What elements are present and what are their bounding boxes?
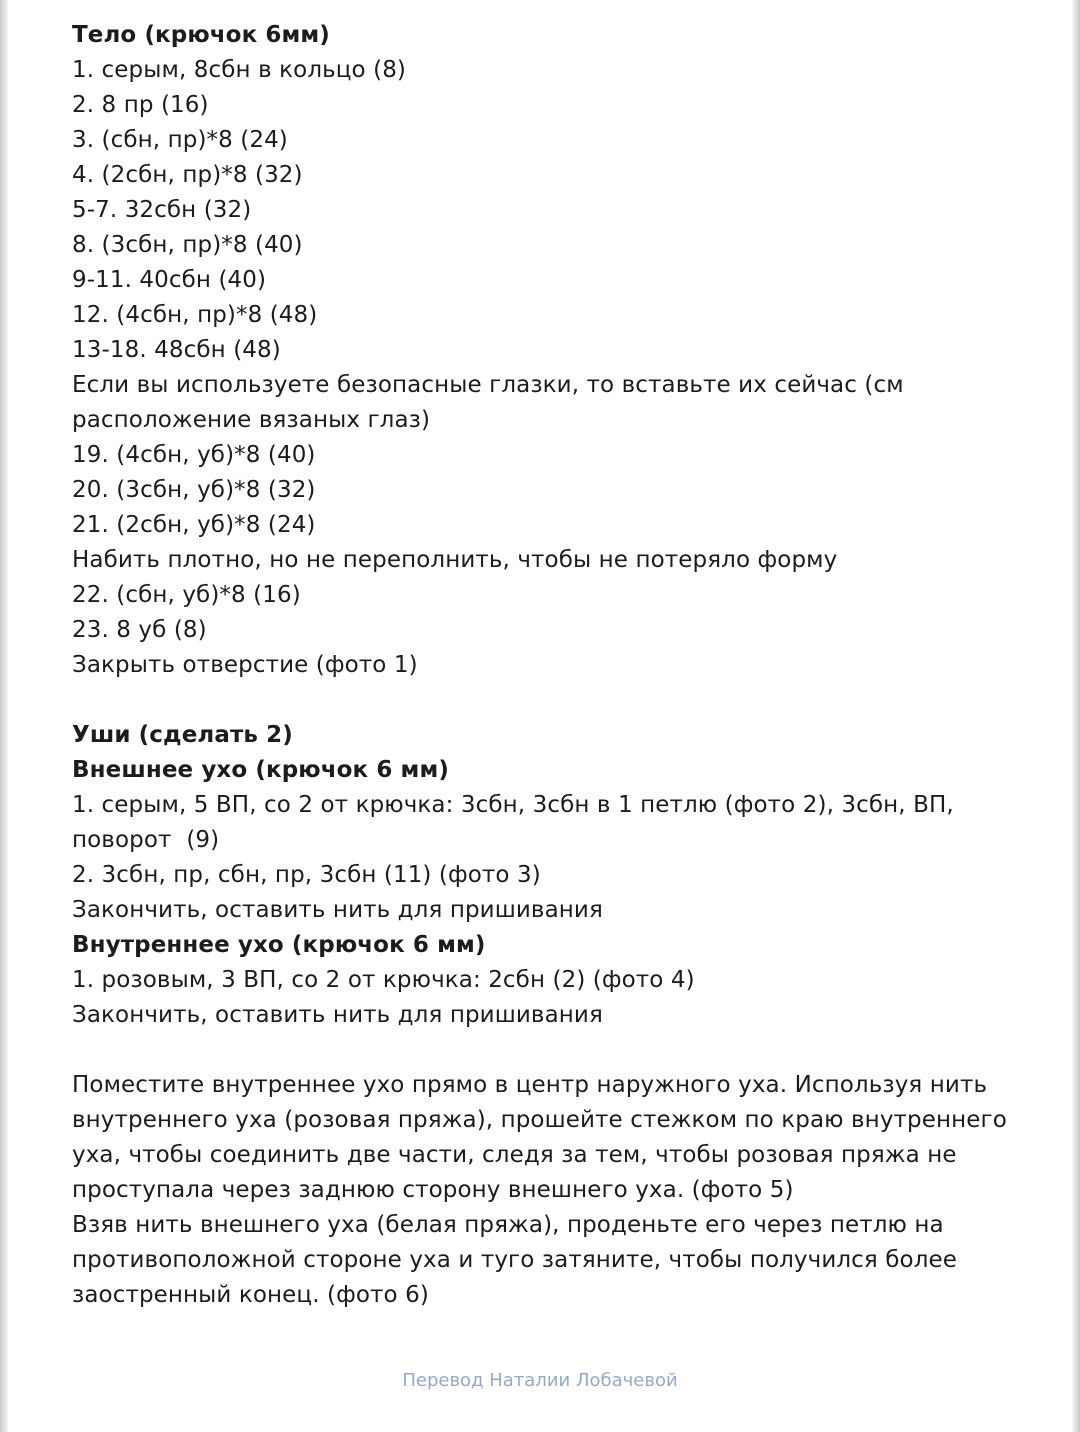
page-edge-left <box>0 0 9 1432</box>
body-instructions <box>72 53 1032 683</box>
section-heading-body: Тело (крючок 6мм) <box>72 22 330 48</box>
instruction-line: 3. (сбн, пр)*8 (24) <box>72 127 288 153</box>
instruction-line: 4. (2сбн, пр)*8 (32) <box>72 162 303 188</box>
instruction-line: 19. (4сбн, уб)*8 (40) <box>72 442 316 468</box>
instruction-line: 1. серым, 8сбн в кольцо (8) <box>72 57 406 83</box>
instruction-line: Набить плотно, но не переполнить, чтобы не потеряло форму <box>72 547 838 573</box>
inner-ear-instructions <box>72 963 1032 1033</box>
instruction-line: уха, чтобы соединить две части, следя за тем, чтобы розовая пряжа не <box>72 1142 957 1168</box>
instruction-line: 2. 8 пр (16) <box>72 92 209 118</box>
instruction-line: внутреннего уха (розовая пряжа), прошейте стежком по краю внутреннего <box>72 1107 1007 1133</box>
instruction-line: противоположной стороне уха и туго затяните, чтобы получился более <box>72 1247 958 1273</box>
instruction-line: 13-18. 48сбн (48) <box>72 337 281 363</box>
instruction-line: 8. (3сбн, пр)*8 (40) <box>72 232 303 258</box>
instruction-line: Закрыть отверстие (фото 1) <box>72 652 418 678</box>
instruction-line: заостренный конец. (фото 6) <box>72 1282 429 1308</box>
instruction-line: 22. (сбн, уб)*8 (16) <box>72 582 301 608</box>
instruction-line: 2. 3сбн, пр, сбн, пр, 3сбн (11) (фото 3) <box>72 862 541 888</box>
instruction-line: 5-7. 32сбн (32) <box>72 197 252 223</box>
assembly-instructions <box>72 1068 1032 1313</box>
subsection-heading-outer-ear: Внешнее ухо (крючок 6 мм) <box>72 757 449 783</box>
instruction-line: 9-11. 40сбн (40) <box>72 267 267 293</box>
instruction-line: Поместите внутреннее ухо прямо в центр наружного уха. Используя нить <box>72 1072 988 1098</box>
instruction-line: Закончить, оставить нить для пришивания <box>72 1002 603 1028</box>
section-spacer <box>72 683 1032 718</box>
instruction-line: Если вы используете безопасные глазки, то вставьте их сейчас (см <box>72 372 904 398</box>
translator-credit: Перевод Наталии Лобачевой <box>402 1370 678 1391</box>
instruction-line: проступала через заднюю сторону внешнего уха. (фото 5) <box>72 1177 794 1203</box>
section-spacer <box>72 1033 1032 1068</box>
subsection-heading-inner-ear: Внутреннее ухо (крючок 6 мм) <box>72 932 486 958</box>
instruction-line: 1. серым, 5 ВП, со 2 от крючка: 3сбн, 3сбн в 1 петлю (фото 2), 3сбн, ВП, <box>72 792 954 818</box>
instruction-line: 21. (2сбн, уб)*8 (24) <box>72 512 316 538</box>
instruction-line: Закончить, оставить нить для пришивания <box>72 897 603 923</box>
instruction-line: поворот (9) <box>72 827 220 853</box>
instruction-line: расположение вязаных глаз) <box>72 407 431 433</box>
section-heading-ears: Уши (сделать 2) <box>72 722 293 748</box>
instruction-line: 23. 8 уб (8) <box>72 617 207 643</box>
outer-ear-instructions <box>72 788 1032 928</box>
instruction-line: Взяв нить внешнего уха (белая пряжа), проденьте его через петлю на <box>72 1212 944 1238</box>
page-edge-right <box>1071 0 1080 1432</box>
instruction-line: 12. (4сбн, пр)*8 (48) <box>72 302 318 328</box>
instruction-line: 20. (3сбн, уб)*8 (32) <box>72 477 316 503</box>
instruction-line: 1. розовым, 3 ВП, со 2 от крючка: 2сбн (2) (фото 4) <box>72 967 695 993</box>
document-content <box>72 18 1032 1313</box>
